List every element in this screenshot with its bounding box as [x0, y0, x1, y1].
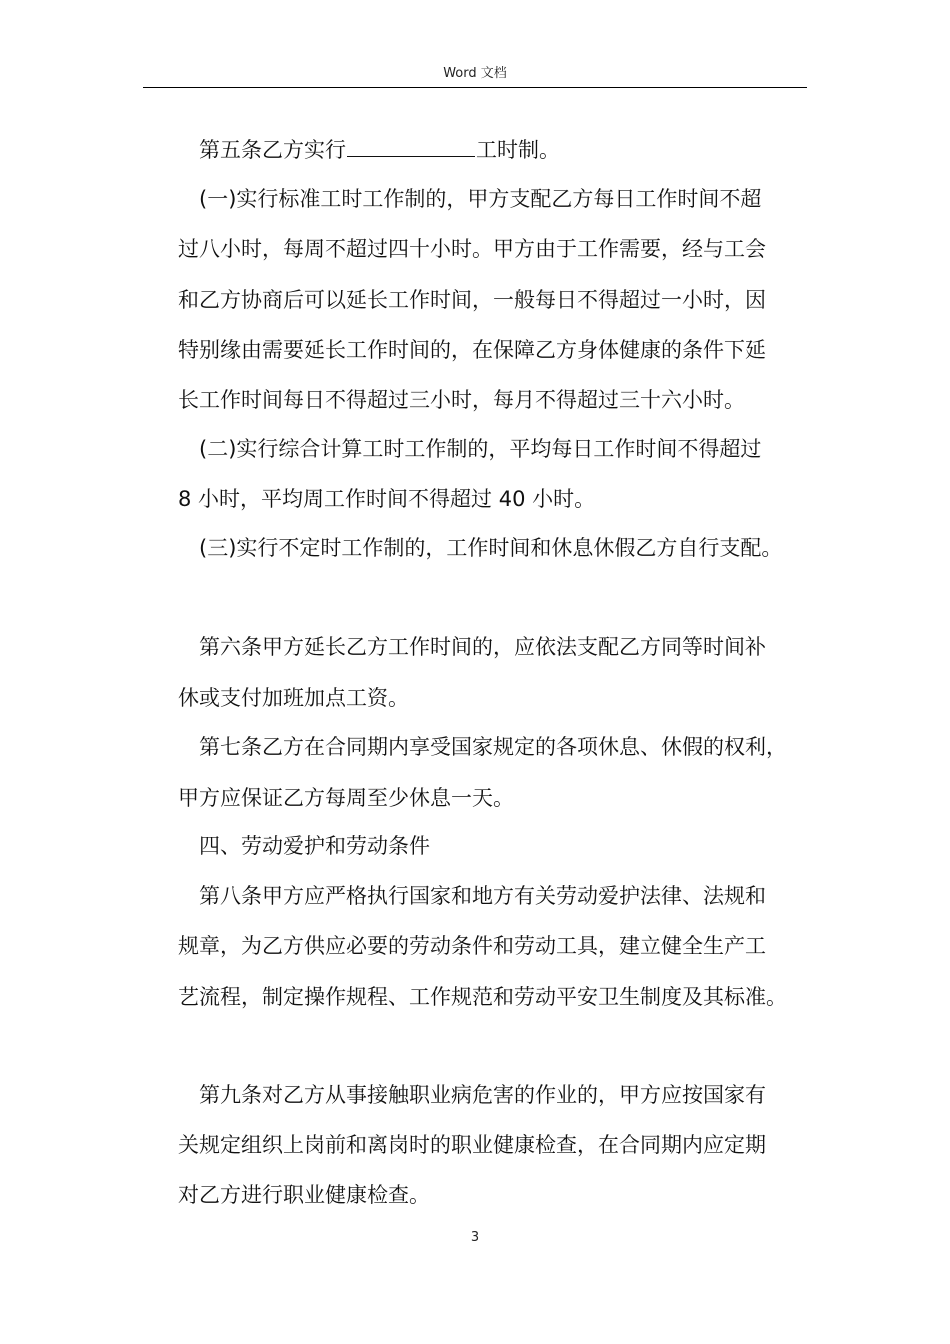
paragraph-line: 第九条对乙方从事接触职业病危害的作业的，甲方应按国家有 [199, 1083, 766, 1107]
paragraph-line: (二)实行综合计算工时工作制的，平均每日工作时间不得超过 [199, 437, 762, 461]
paragraph-line: 过八小时，每周不超过四十小时。甲方由于工作需要，经与工会 [178, 237, 766, 261]
paragraph-line: 第六条甲方延长乙方工作时间的，应依法支配乙方同等时间补 [199, 635, 766, 659]
paragraph-line: 对乙方进行职业健康检查。 [178, 1183, 430, 1207]
article-5-suffix: 工时制。 [476, 138, 560, 162]
page-number: 3 [470, 1230, 480, 1245]
paragraph-line: 和乙方协商后可以延长工作时间，一般每日不得超过一小时，因 [178, 288, 766, 312]
article-5-line [199, 135, 560, 165]
paragraph-line: (三)实行不定时工作制的，工作时间和休息休假乙方自行支配。 [199, 536, 783, 560]
page-header-title: Word 文档 [443, 66, 507, 81]
header-divider [143, 87, 807, 88]
paragraph-line: 8 小时，平均周工作时间不得超过 40 小时。 [178, 487, 596, 511]
paragraph-line: 关规定组织上岗前和离岗时的职业健康检查，在合同期内应定期 [178, 1133, 766, 1157]
paragraph-line: 规章，为乙方供应必要的劳动条件和劳动工具，建立健全生产工 [178, 934, 766, 958]
paragraph-line: 第八条甲方应严格执行国家和地方有关劳动爱护法律、法规和 [199, 884, 766, 908]
paragraph-line: 艺流程，制定操作规程、工作规范和劳动平安卫生制度及其标准。 [178, 985, 787, 1009]
fill-in-blank [347, 136, 475, 157]
paragraph-line: 休或支付加班加点工资。 [178, 686, 409, 710]
paragraph-line: 特别缘由需要延长工作时间的，在保障乙方身体健康的条件下延 [178, 338, 766, 362]
paragraph-line: 第七条乙方在合同期内享受国家规定的各项休息、休假的权利， [199, 735, 787, 759]
paragraph-line: (一)实行标准工时工作制的，甲方支配乙方每日工作时间不超 [199, 187, 762, 211]
paragraph-line: 长工作时间每日不得超过三小时，每月不得超过三十六小时。 [178, 388, 745, 412]
article-5-prefix: 第五条乙方实行 [199, 138, 346, 162]
paragraph-line: 甲方应保证乙方每周至少休息一天。 [178, 786, 514, 810]
section-heading: 四、劳动爱护和劳动条件 [199, 834, 430, 858]
